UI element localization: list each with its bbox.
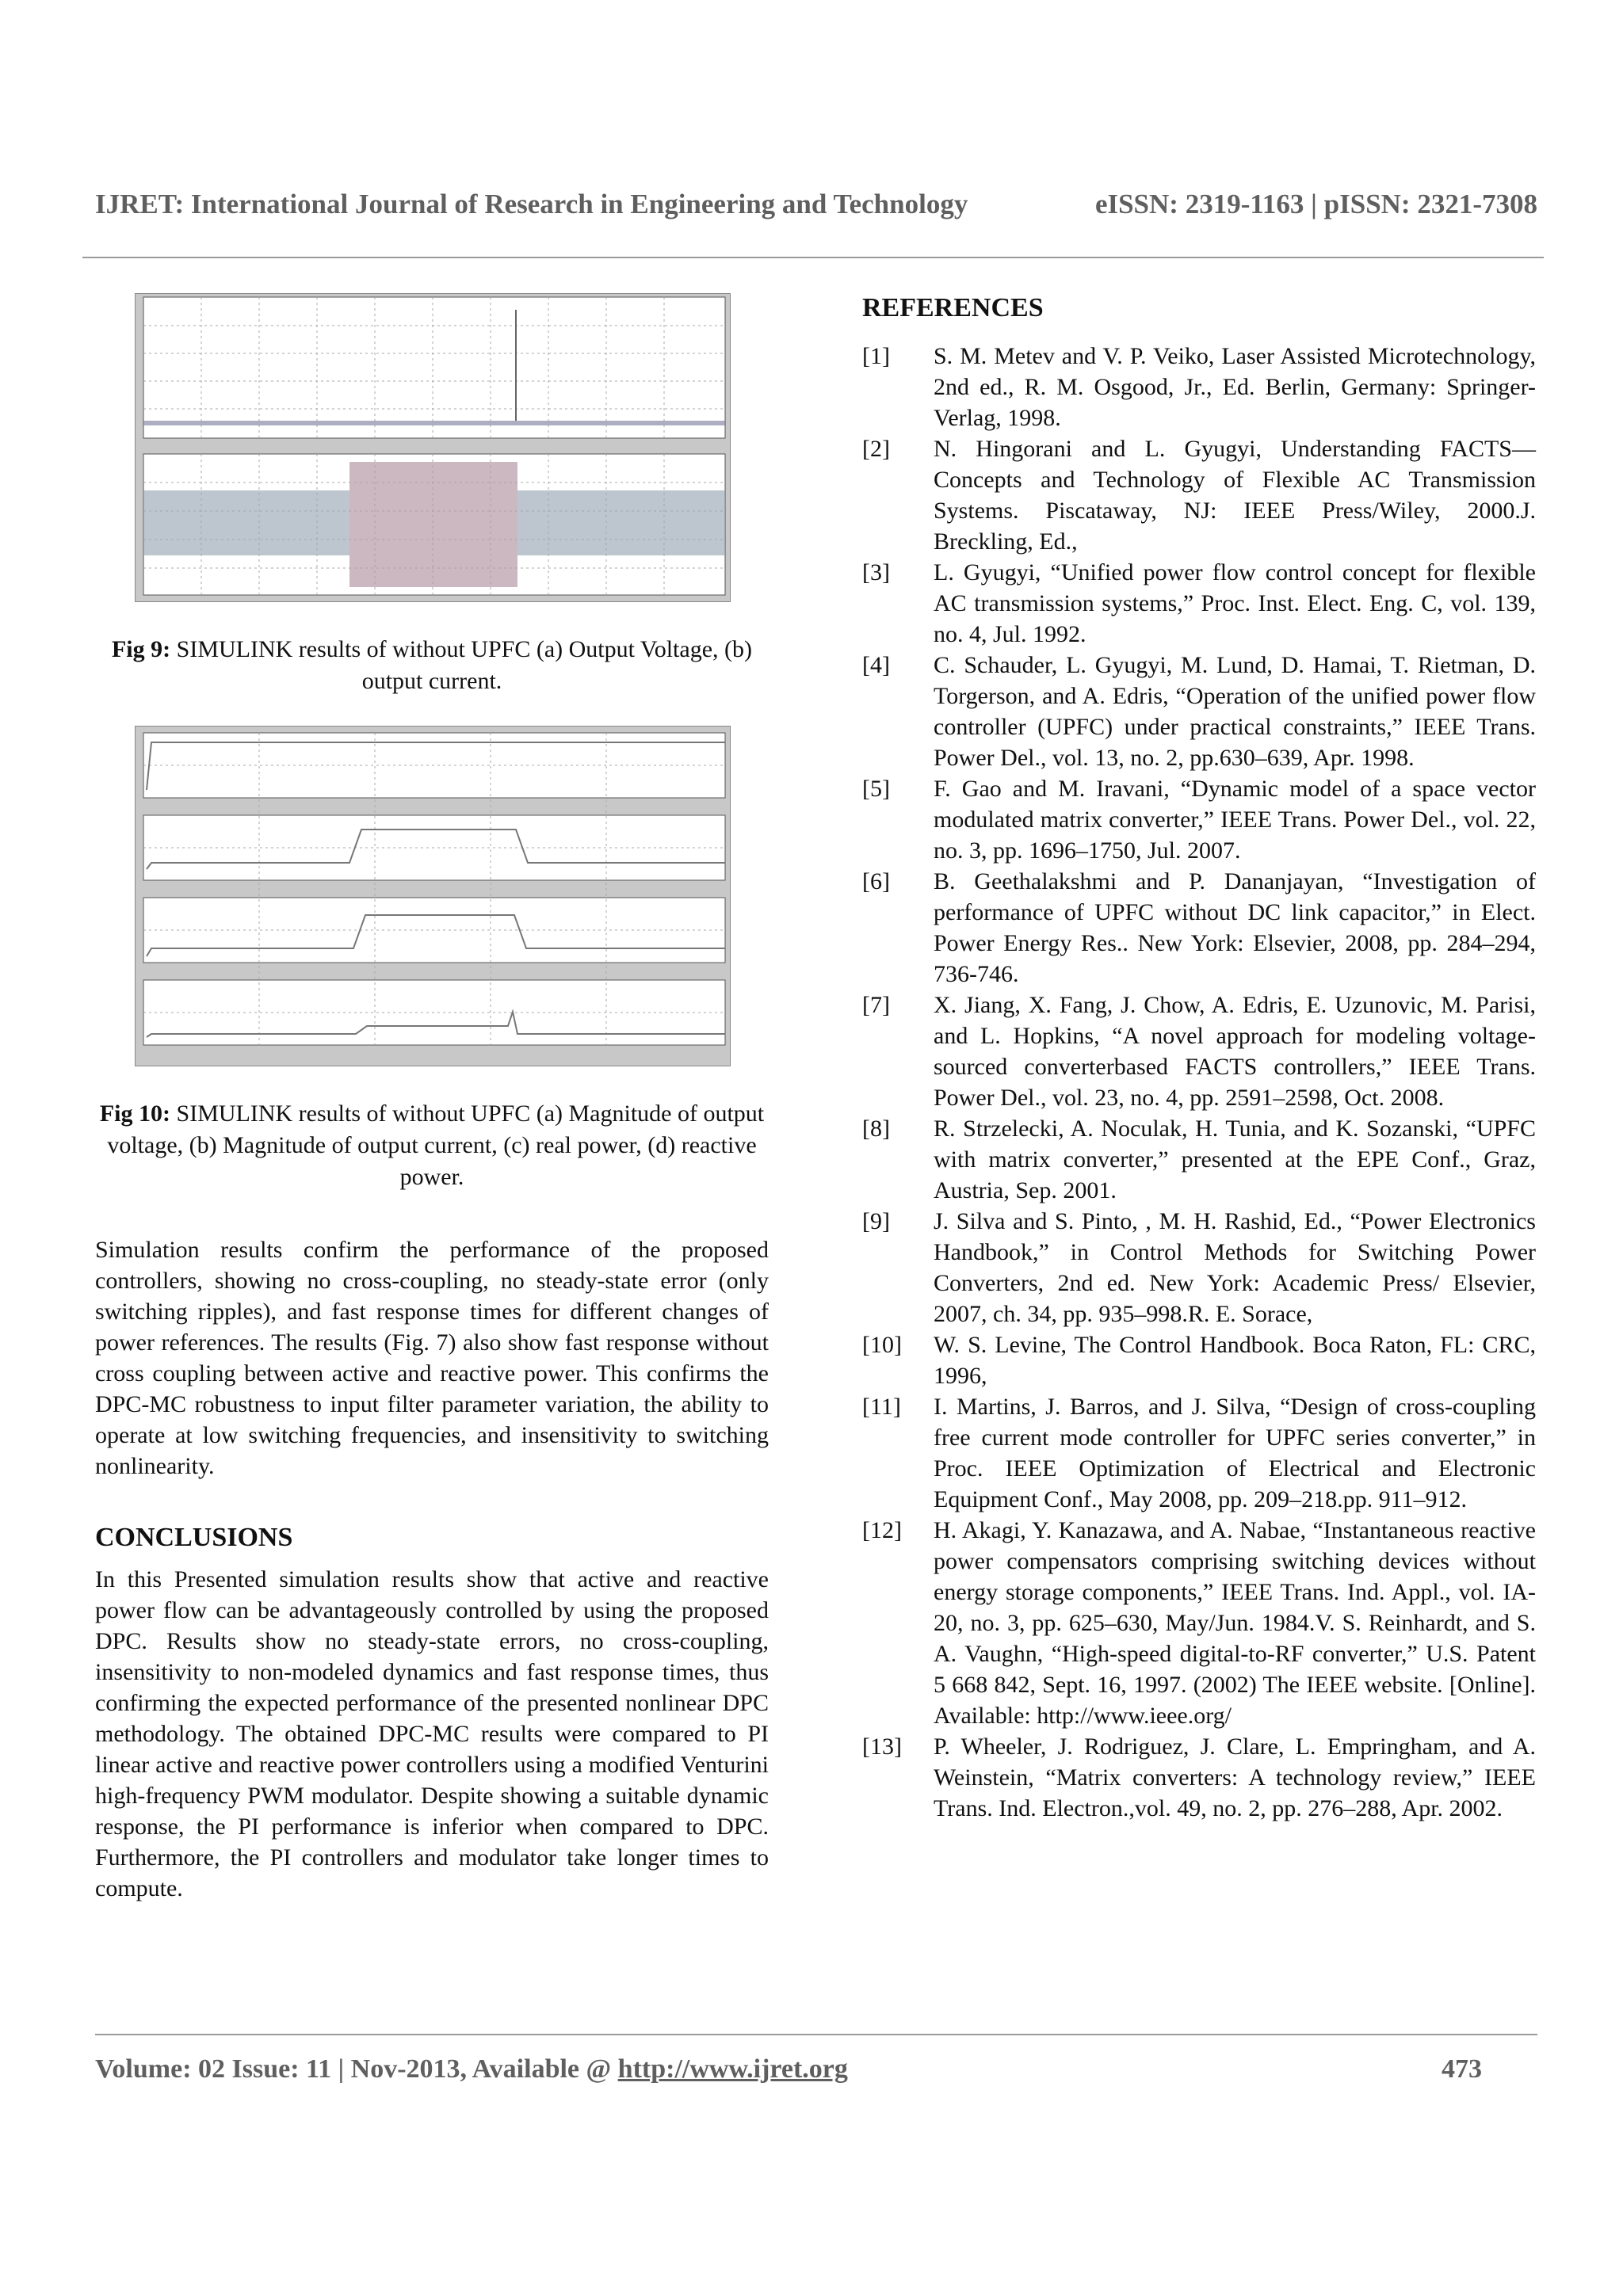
page-footer: [95, 2054, 1482, 2084]
fig10-plot: [136, 727, 730, 1066]
reference-item: [9] J. Silva and S. Pinto, , M. H. Rashid, Ed., “Power Electronics Handbook,” in Control Methods for Switching Power Converters, 2nd ed. New York: Academic Press/ Elsevier, 2007, ch. 34, pp. 935–998.R. E. Sorace,: [862, 1208, 1536, 1327]
right-column: [862, 293, 1536, 1824]
reference-item: [5] F. Gao and M. Iravani, “Dynamic model of a space vector modulated matrix converter,” IEEE Trans. Power Del., vol. 22, no. 3, pp. 1696–1750, Jul. 2007.: [862, 776, 1536, 864]
fig10-label: Fig 10:: [99, 1100, 171, 1127]
reference-item: [13] P. Wheeler, J. Rodriguez, J. Clare, L. Empringham, and A. Weinstein, “Matrix converters: A technology review,” IEEE Trans. Ind. Electron.,vol. 49, no. 2, pp. 276–288, Apr. 2002.: [862, 1733, 1536, 1821]
reference-item: [4] C. Schauder, L. Gyugyi, M. Lund, D. Hamai, T. Rietman, D. Torgerson, and A. Edris, “Operation of the unified power flow controller (UPFC) under practical constraints,” IEEE Trans. Power Del., vol. 13, no. 2, pp.630–639, Apr. 1998.: [862, 652, 1536, 771]
reference-item: [7] X. Jiang, X. Fang, J. Chow, A. Edris, E. Uzunovic, M. Parisi, and L. Hopkins, “A novel approach for modeling voltage-sourced converterbased FACTS controllers,” IEEE Trans. Power Del., vol. 23, no. 4, pp. 2591–2598, Oct. 2008.: [862, 992, 1536, 1111]
journal-name: IJRET: International Journal of Research in Engineering and Technology: [95, 189, 968, 219]
reference-item: [8] R. Strzelecki, A. Noculak, H. Tunia, and K. Sozanski, “UPFC with matrix converter,” presented at the EPE Conf., Graz, Austria, Sep. 2001.: [862, 1116, 1536, 1203]
fig9-image: [135, 293, 731, 602]
fig10-text: SIMULINK results of without UPFC (a) Magnitude of output voltage, (b) Magnitude of output current, (c) real power, (d) reactive power.: [107, 1100, 765, 1190]
body-paragraph-2: In this Presented simulation results show that active and reactive power flow can be advantageously controlled by using the proposed DPC. Results show no steady-state errors, no cross-coupling, insensitivity to non-modeled dynamics and fast response times, thus confirming the expected performance of the presented nonlinear DPC methodology. The obtained DPC-MC results were compared to PI linear active and reactive power controllers using a modified Venturini high-frequency PWM modulator. Despite showing a suitable dynamic response, the PI performance is inferior when compared to DPC. Furthermore, the PI controllers and modulator take longer times to compute.: [95, 1566, 769, 1901]
reference-item: [3] L. Gyugyi, “Unified power flow control concept for flexible AC transmission systems,” Proc. Inst. Elect. Eng. C, vol. 139, no. 4, Jul. 1992.: [862, 559, 1536, 647]
conclusions-heading: CONCLUSIONS: [95, 1523, 293, 1552]
reference-item: [12] H. Akagi, Y. Kanazawa, and A. Nabae, “Instantaneous reactive power compensators comprising switching devices without energy storage components,” IEEE Trans. Ind. Appl., vol. IA-20, no. 3, pp. 625–630, May/Jun. 1984.V. S. Reinhardt, and S. A. Vaughn, “High-speed digital-to-RF converter,” U.S. Patent 5 668 842, Sept. 16, 1997. (2002) The IEEE website. [Online]. Available: http://www.ieee.org/: [862, 1517, 1536, 1729]
footer-rule: [95, 2034, 1537, 2035]
fig9-label: Fig 9:: [111, 636, 171, 662]
header-rule: [82, 257, 1544, 258]
references-heading: REFERENCES: [862, 293, 1044, 322]
footer-link[interactable]: http://www.ijret.org: [617, 2054, 848, 2084]
fig9-plot: [136, 294, 730, 601]
fig9-caption: [95, 634, 769, 697]
issn: eISSN: 2319-1163 | pISSN: 2321-7308: [1094, 189, 1537, 219]
reference-item: [2] N. Hingorani and L. Gyugyi, Understanding FACTS—Concepts and Technology of Flexible AC Transmission Systems. Piscataway, NJ: IEEE Press/Wiley, 2000.J. Breckling, Ed.,: [862, 436, 1536, 555]
page-header: [95, 189, 1537, 220]
page-number: 473: [1442, 2054, 1482, 2084]
reference-item: [10] W. S. Levine, The Control Handbook. Boca Raton, FL: CRC, 1996,: [862, 1332, 1536, 1389]
fig10-caption: [95, 1098, 769, 1193]
footer-volume: Volume: 02 Issue: 11 | Nov-2013, Available @ http://www.ijret.org: [95, 2054, 848, 2084]
reference-item: [1] S. M. Metev and V. P. Veiko, Laser Assisted Microtechnology, 2nd ed., R. M. Osgood, Jr., Ed. Berlin, Germany: Springer-Verlag, 1998.: [862, 343, 1536, 431]
fig10-image: [135, 726, 731, 1066]
left-column: [95, 293, 769, 1928]
reference-item: [6] B. Geethalakshmi and P. Dananjayan, “Investigation of performance of UPFC without DC link capacitor,” in Elect. Power Energy Res.. New York: Elsevier, 2008, pp. 284–294, 736-746.: [862, 868, 1536, 987]
reference-item: [11] I. Martins, J. Barros, and J. Silva, “Design of cross-coupling free current mode controller for UPFC series converter,” in Proc. IEEE Optimization of Electrical and Electronic Equipment Conf., May 2008, pp. 209–218.pp. 911–912.: [862, 1394, 1536, 1512]
body-paragraph-1: Simulation results confirm the performance of the proposed controllers, showing no cross-coupling, no steady-state error (only switching ripples), and fast response times for different changes of power references. The results (Fig. 7) also show fast response without cross coupling between active and reactive power. This confirms the DPC-MC robustness to input filter parameter variation, the ability to operate at low switching frequencies, and insensitivity to switching nonlinearity.: [95, 1237, 769, 1479]
fig9-text: SIMULINK results of without UPFC (a) Output Voltage, (b) output current.: [176, 636, 752, 694]
reference-list: [862, 341, 1536, 1824]
